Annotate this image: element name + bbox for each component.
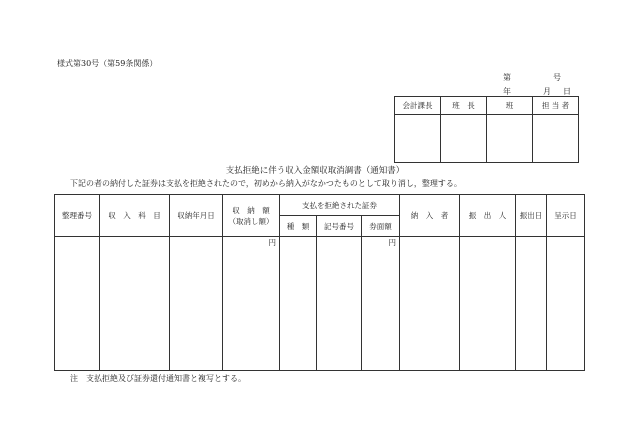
yen-unit: 円 — [388, 238, 396, 247]
number-date-block — [503, 71, 571, 99]
form-reference: 様式第30号（第59条関係） — [57, 59, 158, 68]
header-issue-date: 振出日 — [516, 195, 547, 237]
cell-issue-date[interactable] — [516, 237, 547, 371]
approval-stamp-box — [394, 96, 579, 163]
cell-payer[interactable] — [400, 237, 460, 371]
yen-unit: 円 — [268, 238, 276, 247]
cell-id[interactable] — [55, 237, 100, 371]
stamp-cell[interactable] — [487, 115, 533, 163]
header-refused-securities: 支払を拒絶された証券 — [280, 195, 400, 216]
header-payer: 納 入 者 — [400, 195, 460, 237]
cell-symbol-number[interactable] — [317, 237, 362, 371]
stamp-cell[interactable] — [441, 115, 487, 163]
header-kind: 種 類 — [280, 216, 317, 237]
record-table — [54, 194, 585, 371]
stamp-header-staff: 担 当 者 — [533, 97, 579, 115]
number-suffix: 号 — [553, 73, 561, 82]
stamp-cell[interactable] — [395, 115, 441, 163]
day-label: 日 — [563, 87, 571, 96]
header-amount — [223, 195, 280, 237]
cell-receipt-date[interactable] — [170, 237, 223, 371]
header-amount-line1: 収 納 額 — [232, 205, 270, 215]
stamp-header-section-chief: 班 長 — [441, 97, 487, 115]
month-label: 月 — [543, 87, 551, 96]
cell-face-value[interactable] — [362, 237, 400, 371]
footnote: 注 支払拒絶及び証券還付通知書と複写とする。 — [70, 374, 246, 383]
stamp-cell[interactable] — [533, 115, 579, 163]
stamp-header-section: 班 — [487, 97, 533, 115]
header-receipt-date: 収納年月日 — [170, 195, 223, 237]
cell-drawer[interactable] — [460, 237, 516, 371]
header-amount-line2: （取消し額） — [228, 216, 274, 226]
header-present-date: 呈示日 — [547, 195, 585, 237]
preamble-text: 下記の者の納付した証券は支払を拒絶されたので，初めから納入がなかつたものとして取り消し，整理する。 — [70, 179, 462, 188]
header-drawer: 振 出 人 — [460, 195, 516, 237]
header-face-value: 券面額 — [362, 216, 400, 237]
header-symbol-number: 記号番号 — [317, 216, 362, 237]
document-title: 支払拒絶に伴う収入金額収取消調書（通知書） — [225, 166, 405, 176]
cell-present-date[interactable] — [547, 237, 585, 371]
number-label: 第 — [503, 73, 511, 82]
cell-amount[interactable] — [223, 237, 280, 371]
header-id: 整理番号 — [55, 195, 100, 237]
cell-subject[interactable] — [100, 237, 170, 371]
stamp-header-accounting-chief: 会計課長 — [395, 97, 441, 115]
year-label: 年 — [503, 87, 511, 96]
header-subject: 収 入 科 目 — [100, 195, 170, 237]
cell-kind[interactable] — [280, 237, 317, 371]
